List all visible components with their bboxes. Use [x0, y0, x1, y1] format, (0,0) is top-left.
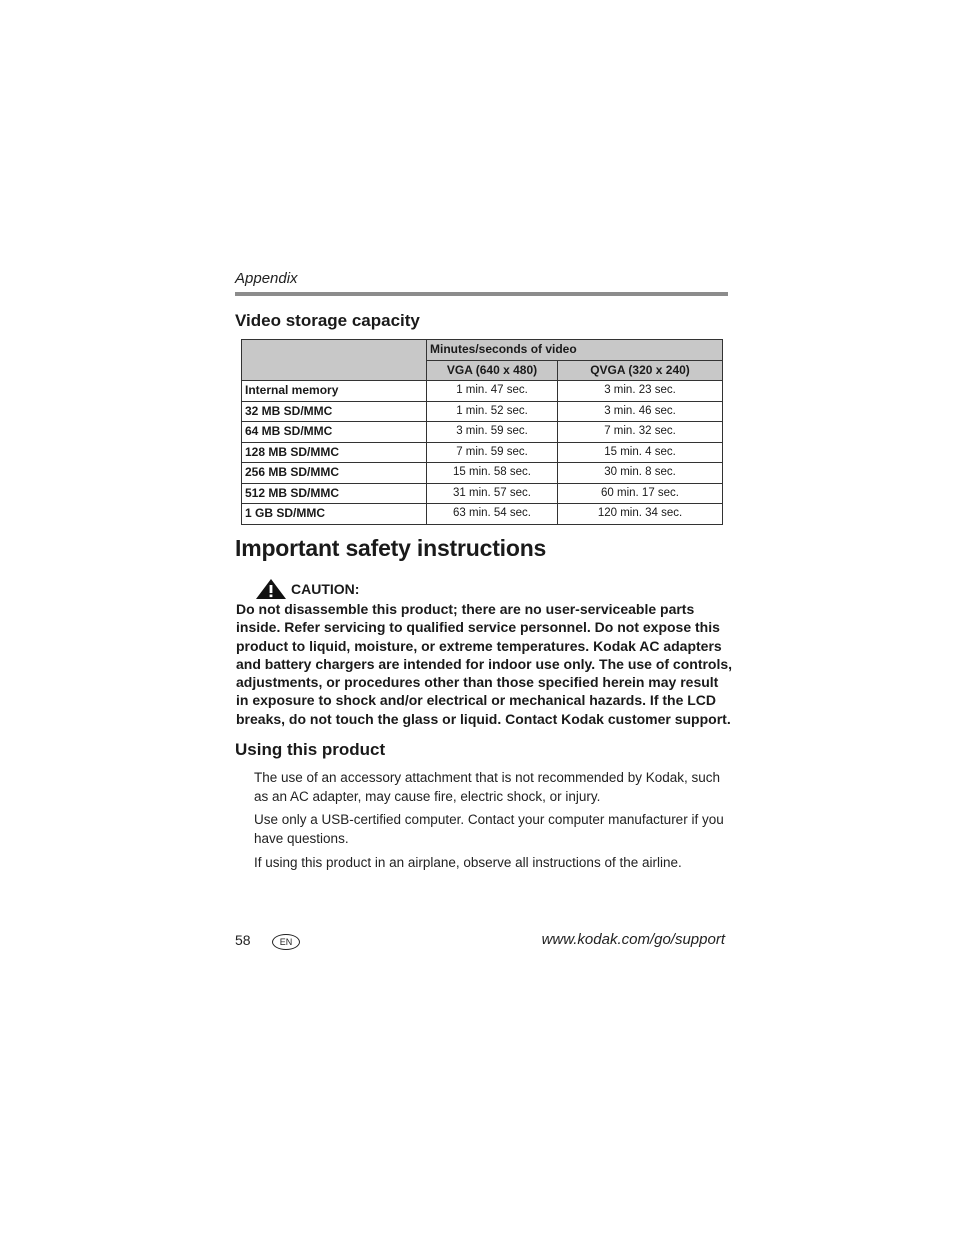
row-label: 1 GB SD/MMC: [242, 504, 427, 525]
video-storage-heading: Video storage capacity: [235, 311, 420, 330]
caution-line: breaks, do not touch the glass or liquid. Contact Kodak customer support.: [236, 710, 731, 727]
table-row: [242, 422, 723, 443]
caution-line: product to liquid, moisture, or extreme temperatures. Kodak AC adapters: [236, 637, 722, 654]
section-label: Appendix: [235, 270, 298, 287]
using-product-paragraph: Use only a USB-certified computer. Contact your computer manufacturer if you have questions.: [254, 812, 724, 846]
vga-value: 1 min. 52 sec.: [427, 401, 558, 422]
row-label: 32 MB SD/MMC: [242, 401, 427, 422]
caution-line: Do not disassemble this product; there are no user-serviceable parts: [236, 601, 695, 617]
vga-value: 15 min. 58 sec.: [427, 463, 558, 484]
row-label: 128 MB SD/MMC: [242, 442, 427, 463]
caution-header: [255, 578, 359, 600]
table-row: [242, 401, 723, 422]
table-row: [242, 463, 723, 484]
using-product-paragraph: If using this product in an airplane, observe all instructions of the airline.: [254, 855, 682, 870]
table-row: [242, 504, 723, 525]
vga-value: 63 min. 54 sec.: [427, 504, 558, 525]
table-col-header-vga: VGA (640 x 480): [427, 360, 558, 381]
qvga-value: 3 min. 23 sec.: [558, 381, 723, 402]
language-badge: EN: [272, 934, 300, 950]
warning-triangle-icon: [255, 578, 287, 600]
table-col-header-qvga: QVGA (320 x 240): [558, 360, 723, 381]
video-storage-table: [241, 339, 723, 525]
row-label: Internal memory: [242, 381, 427, 402]
page-number: 58: [235, 932, 251, 948]
using-product-heading: Using this product: [235, 740, 386, 759]
caution-line: inside. Refer servicing to qualified service personnel. Do not expose this: [236, 619, 720, 636]
qvga-value: 7 min. 32 sec.: [558, 422, 723, 443]
qvga-value: 60 min. 17 sec.: [558, 483, 723, 504]
qvga-value: 120 min. 34 sec.: [558, 504, 723, 525]
safety-heading: Important safety instructions: [235, 535, 547, 561]
vga-value: 1 min. 47 sec.: [427, 381, 558, 402]
vga-value: 7 min. 59 sec.: [427, 442, 558, 463]
table-row: [242, 483, 723, 504]
using-product-paragraph: The use of an accessory attachment that is not recommended by Kodak, such as an AC adapter, may cause fire, electric shock, or injury.: [254, 770, 721, 804]
caution-label: CAUTION:: [291, 581, 360, 597]
caution-line: in exposure to shock and/or electrical or mechanical hazards. If the LCD: [236, 692, 717, 709]
vga-value: 3 min. 59 sec.: [427, 422, 558, 443]
table-row: [242, 381, 723, 402]
caution-line: and battery chargers are intended for indoor use only. The use of controls,: [236, 655, 733, 672]
table-corner-cell: [242, 340, 427, 381]
row-label: 512 MB SD/MMC: [242, 483, 427, 504]
qvga-value: 30 min. 8 sec.: [558, 463, 723, 484]
vga-value: 31 min. 57 sec.: [427, 483, 558, 504]
header-rule: [235, 292, 728, 296]
caution-line: adjustments, or procedures other than those specified herein may result: [236, 674, 719, 691]
table-row: [242, 442, 723, 463]
row-label: 64 MB SD/MMC: [242, 422, 427, 443]
support-url: www.kodak.com/go/support: [541, 931, 725, 948]
table-group-header: Minutes/seconds of video: [427, 340, 723, 361]
caution-text: [236, 600, 736, 728]
qvga-value: 3 min. 46 sec.: [558, 401, 723, 422]
row-label: 256 MB SD/MMC: [242, 463, 427, 484]
qvga-value: 15 min. 4 sec.: [558, 442, 723, 463]
